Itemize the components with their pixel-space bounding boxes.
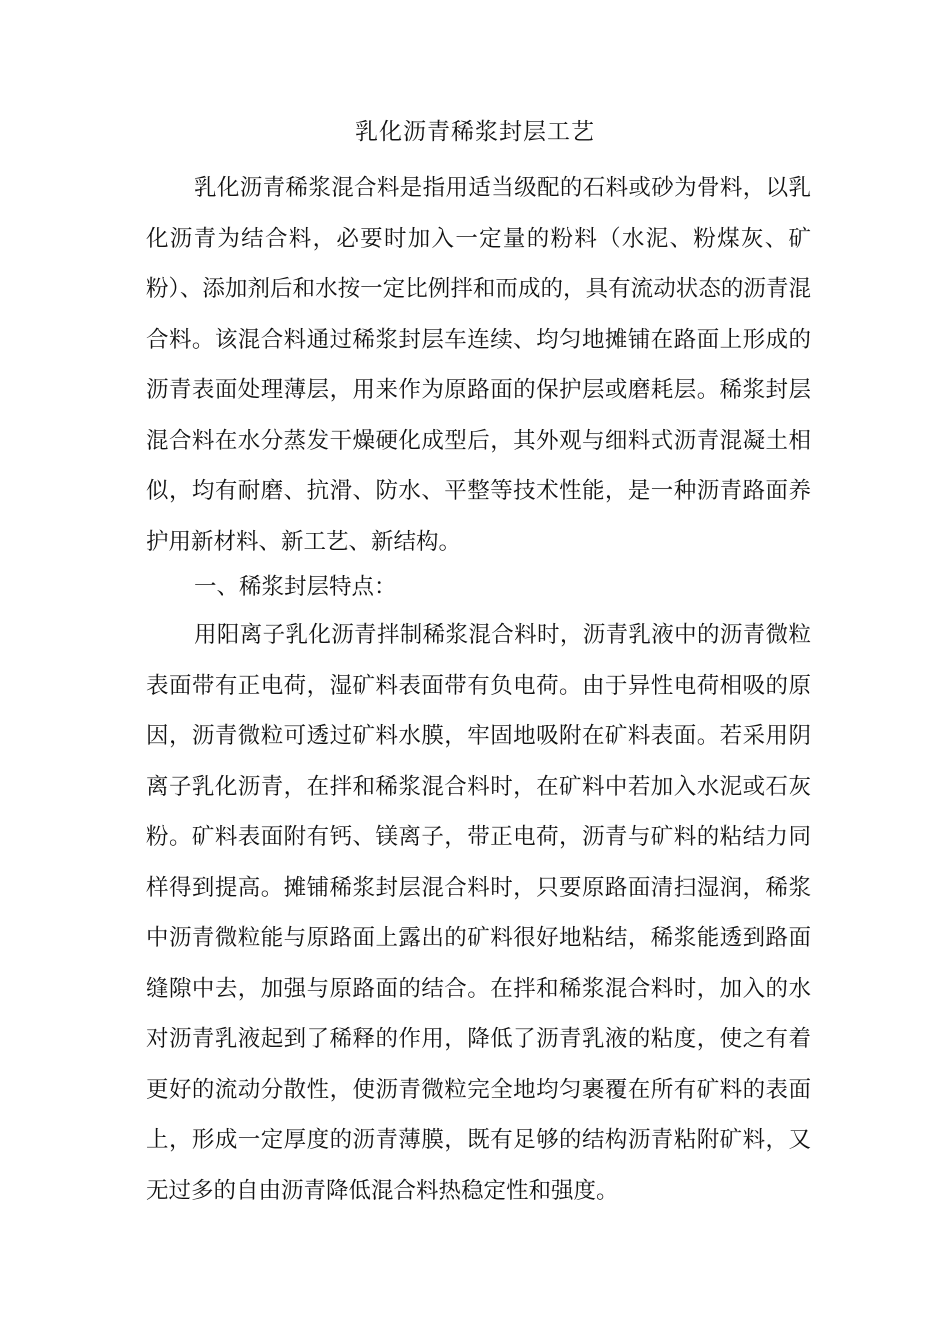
document-title: 乳化沥青稀浆封层工艺 [355, 119, 595, 145]
body-paragraph: 用阳离子乳化沥青拌制稀浆混合料时，沥青乳液中的沥青微粒表面带有正电荷，湿矿料表面带有负电荷。由于异性电荷相吸的原因，沥青微粒可透过矿料水膜，牢固地吸附在矿料表面。若采用阴离子乳化沥青，在拌和稀浆混合料时，在矿料中若加入水泥或石灰粉。矿料表面附有钙、镁离子，带正电荷，沥青与矿料的粘结力同样得到提高。摊铺稀浆封层混合料时，只要原路面清扫湿润，稀浆中沥青微粒能与原路面上露出的矿料很好地粘结，稀浆能透到路面缝隙中去，加强与原路面的结合。在拌和稀浆混合料时，加入的水对沥青乳液起到了稀释的作用，降低了沥青乳液的粘度，使之有着更好的流动分散性，使沥青微粒完全地均匀裹覆在所有矿料的表面上，形成一定厚度的沥青薄膜，既有足够的结构沥青粘附矿料，又无过多的自由沥青降低混合料热稳定性和强度。 [146, 622, 811, 1204]
intro-paragraph: 乳化沥青稀浆混合料是指用适当级配的石料或砂为骨料，以乳化沥青为结合料，必要时加入一定量的粉料（水泥、粉煤灰、矿粉）、添加剂后和水按一定比例拌和而成的，具有流动状态的沥青混合料。该混合料通过稀浆封层车连续、均匀地摊铺在路面上形成的沥青表面处理薄层，用来作为原路面的保护层或磨耗层。稀浆封层混合料在水分蒸发干燥硬化成型后，其外观与细料式沥青混凝土相似，均有耐磨、抗滑、防水、平整等技术性能，是一种沥青路面养护用新材料、新工艺、新结构。 [146, 175, 811, 555]
section-heading: 一、稀浆封层特点： [194, 574, 397, 600]
